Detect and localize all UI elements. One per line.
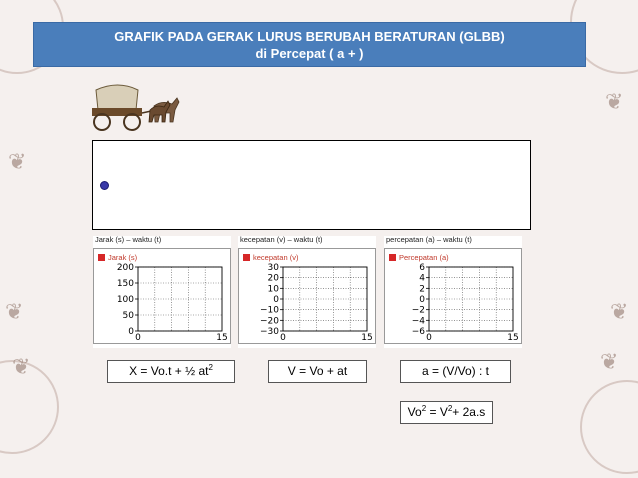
formula-text: a = (V/Vo) : t [421, 364, 490, 378]
moving-object-dot [100, 181, 109, 190]
legend-swatch [243, 254, 250, 261]
butterfly-icon: ❦ [12, 355, 31, 380]
y-tick-label: −2 [411, 305, 425, 316]
graph-caption: kecepatan (v) – waktu (t) [240, 235, 323, 244]
formula-text: + 2a.s [452, 405, 486, 419]
butterfly-icon: ❦ [610, 300, 629, 325]
graph-caption: Jarak (s) – waktu (t) [95, 235, 162, 244]
y-tick-label: 30 [267, 263, 279, 273]
formula-velocity [268, 360, 367, 383]
y-tick-label: 50 [122, 311, 134, 321]
y-tick-label: 0 [273, 295, 279, 305]
butterfly-icon: ❦ [5, 300, 24, 325]
formula-distance [107, 360, 235, 383]
graph-legend [389, 253, 449, 262]
legend-label: Percepatan (a) [399, 253, 449, 262]
legend-swatch [389, 254, 396, 261]
graph-velocity-time [238, 236, 376, 348]
graph-frame [384, 248, 522, 344]
y-tick-label: −30 [260, 327, 279, 337]
chart-svg [239, 249, 375, 343]
chart-svg [94, 249, 230, 343]
y-tick-label: 2 [419, 284, 425, 295]
y-tick-label: 0 [419, 295, 425, 305]
y-tick-label: 0 [128, 327, 134, 337]
formula-superscript: 2 [421, 404, 427, 413]
formula-velocity-squared [400, 401, 493, 424]
slide-title [33, 22, 586, 67]
formula-text: = V [426, 405, 448, 419]
x-tick-label: 15 [216, 333, 228, 343]
title-line-1: GRAFIK PADA GERAK LURUS BERUBAH BERATURAN (GLBB) [114, 29, 505, 44]
butterfly-icon: ❦ [605, 90, 624, 115]
y-tick-label: 10 [267, 284, 279, 295]
x-tick-label: 15 [507, 333, 519, 343]
graph-frame [238, 248, 376, 344]
x-tick-label: 15 [361, 333, 373, 343]
graph-legend [98, 253, 137, 262]
x-tick-label: 0 [426, 333, 432, 343]
chart-svg [385, 249, 521, 343]
title-line-2: di Percepat ( a + ) [255, 46, 364, 61]
y-tick-label: 100 [116, 295, 134, 305]
butterfly-icon: ❦ [600, 350, 619, 375]
formula-text: V = Vo + at [287, 364, 348, 378]
formula-acceleration [400, 360, 511, 383]
y-tick-label: 150 [116, 279, 134, 289]
background-swirl [580, 380, 638, 474]
y-tick-label: 200 [116, 263, 134, 273]
formula-superscript: 2 [447, 404, 453, 413]
x-tick-label: 0 [135, 333, 141, 343]
graph-legend [243, 253, 298, 262]
y-tick-label: −10 [260, 305, 279, 316]
legend-swatch [98, 254, 105, 261]
formula-text: X = Vo.t + ½ at [129, 364, 209, 378]
y-tick-label: 6 [419, 263, 425, 273]
graph-acceleration-time [384, 236, 522, 348]
formula-superscript: 2 [208, 363, 213, 372]
x-tick-label: 0 [280, 333, 286, 343]
legend-label: kecepatan (v) [253, 253, 299, 262]
animation-area [92, 140, 531, 230]
legend-label: Jarak (s) [108, 253, 138, 262]
y-tick-label: −4 [411, 316, 425, 327]
horse-wagon-icon [78, 80, 183, 135]
y-tick-label: −6 [411, 327, 425, 337]
formula-text: Vo [407, 405, 422, 419]
y-tick-label: 20 [267, 273, 279, 284]
graph-frame [93, 248, 231, 344]
graph-distance-time [93, 236, 231, 348]
graph-caption: percepatan (a) – waktu (t) [386, 235, 472, 244]
y-tick-label: −20 [260, 316, 279, 327]
y-tick-label: 4 [419, 273, 425, 284]
butterfly-icon: ❦ [8, 150, 27, 175]
